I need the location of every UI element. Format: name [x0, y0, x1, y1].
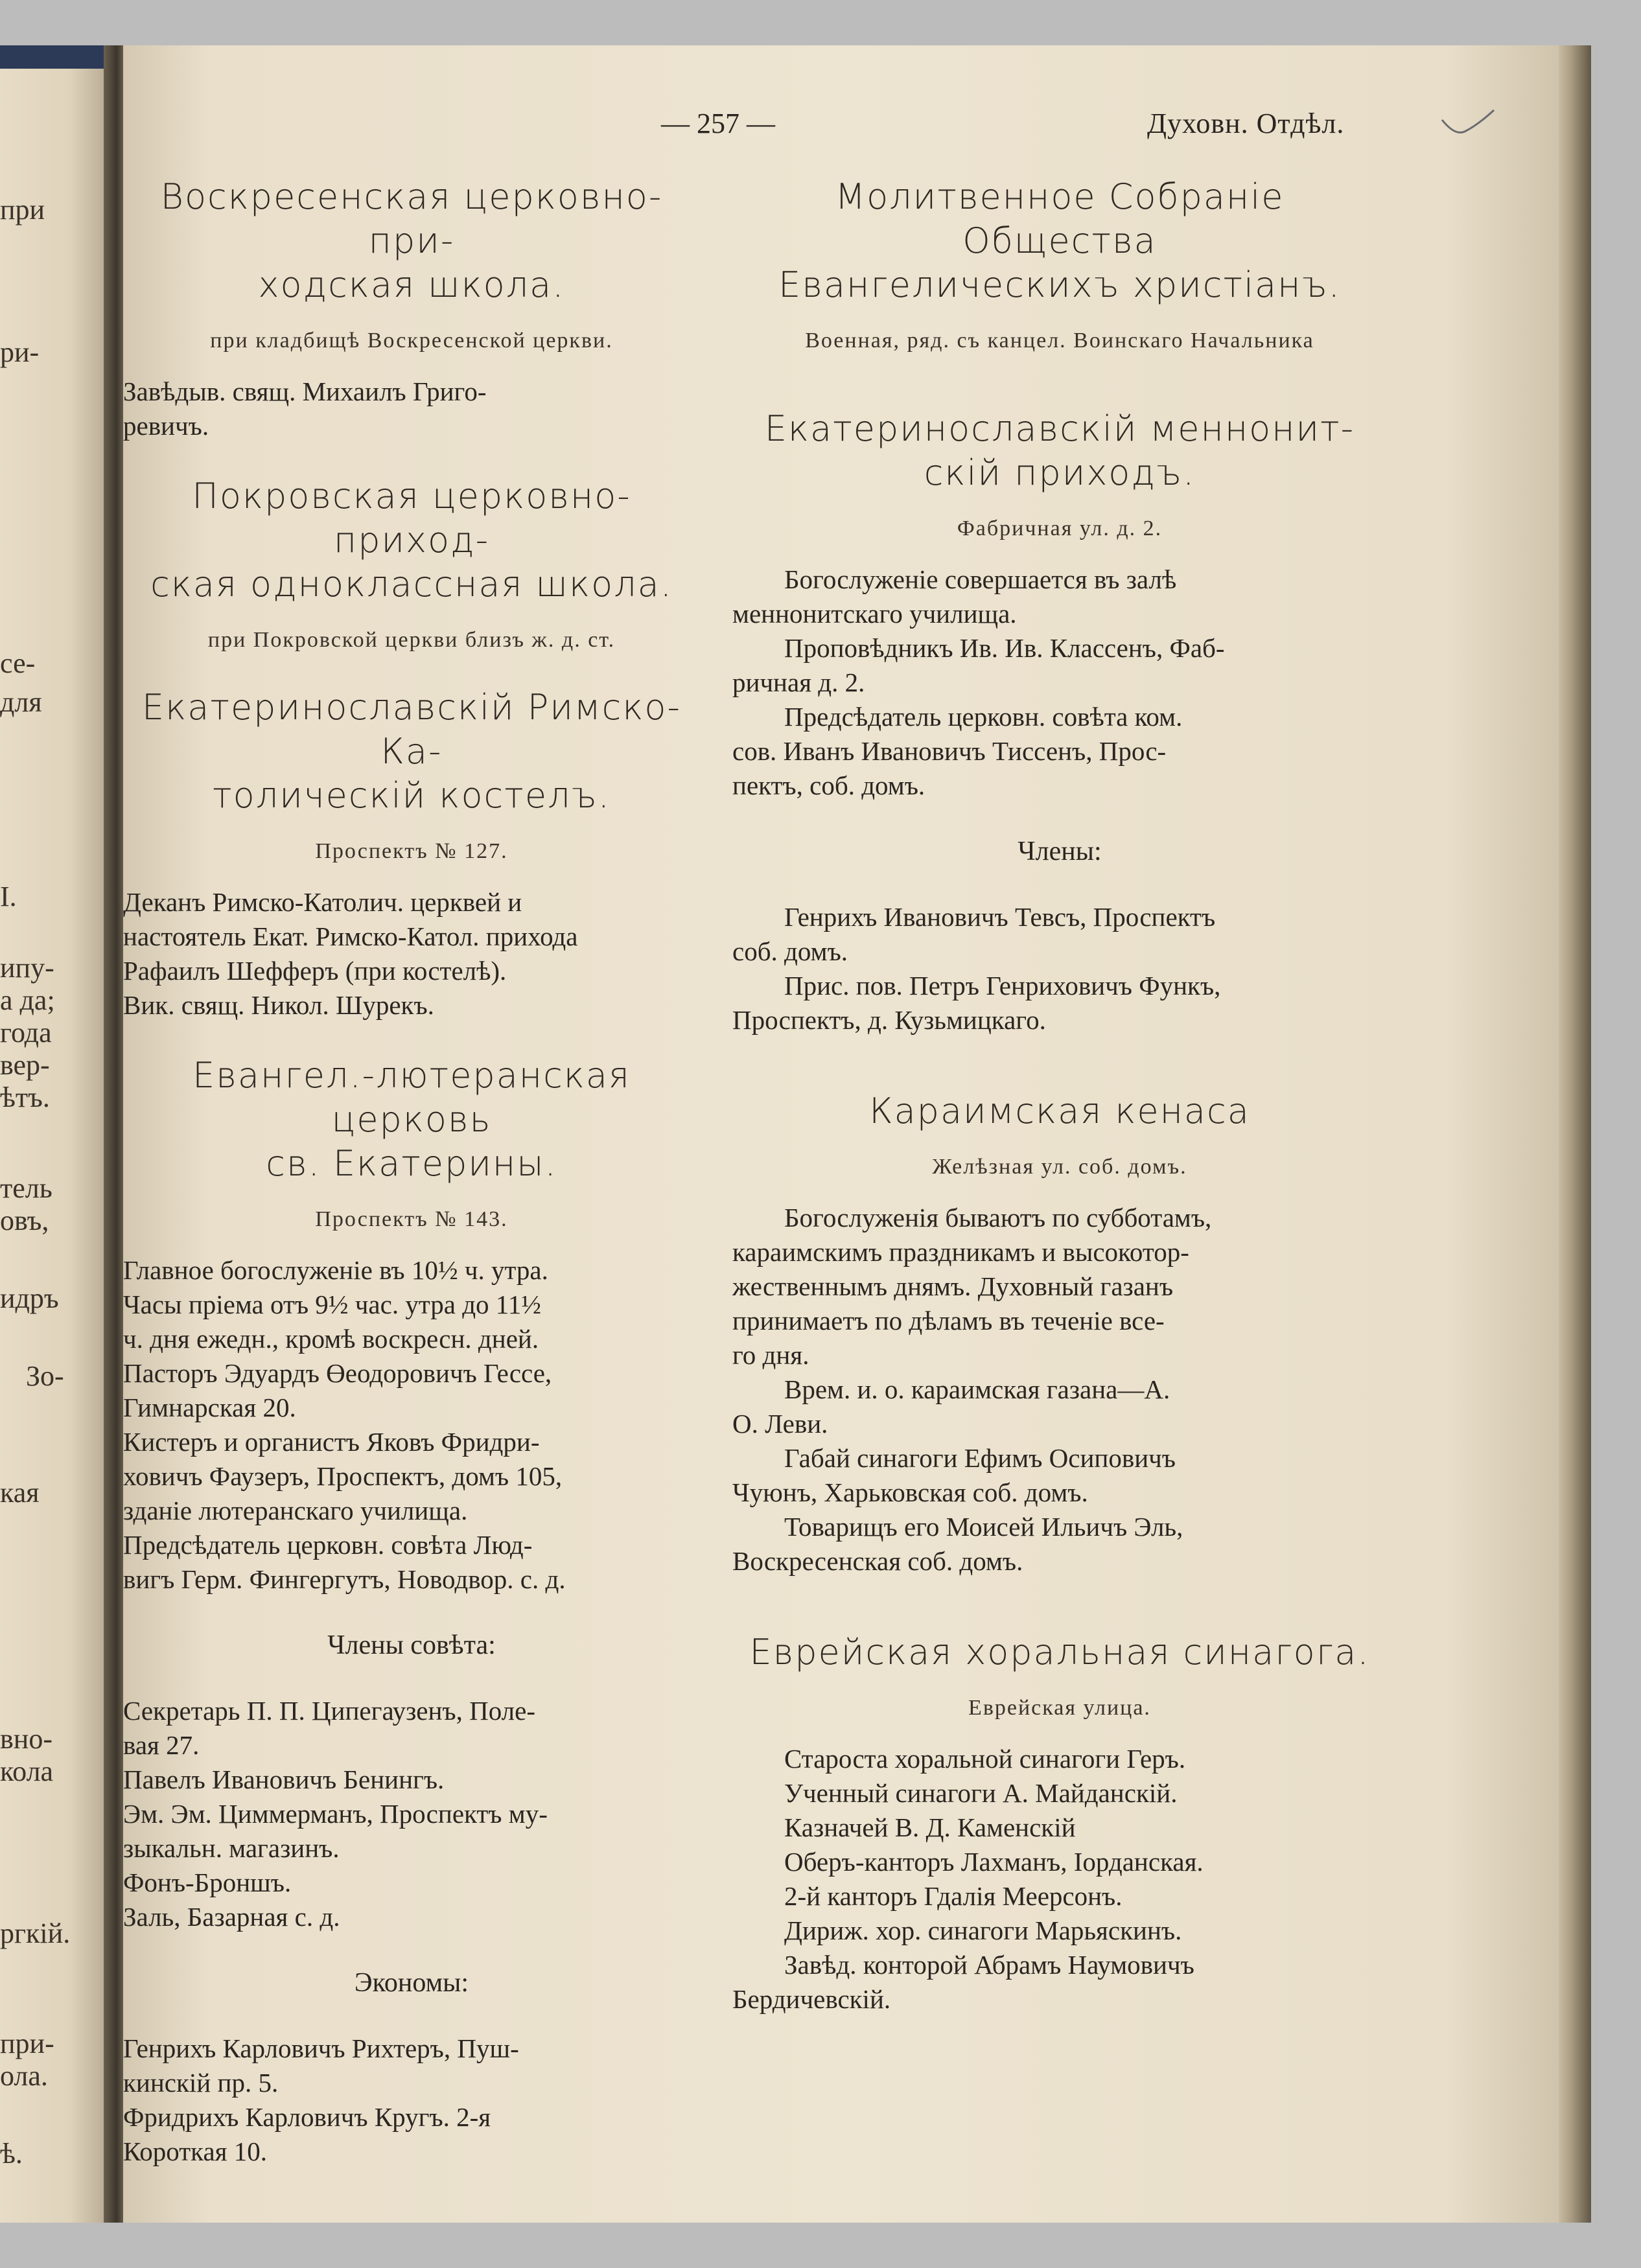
- title-line: Екатеринославскій меннонит-: [764, 408, 1355, 449]
- section-title: [123, 686, 700, 818]
- body-line: Вик. свящ. Никол. Шурекъ.: [123, 990, 434, 1020]
- binding-cloth: [0, 45, 117, 69]
- section-address: Еврейская улица.: [968, 1696, 1151, 1720]
- title-line: Евангел.-лютеранская церковь: [192, 1055, 631, 1140]
- list-line: зыкальн. магазинъ.: [123, 1833, 340, 1863]
- title-line: толическій костелъ.: [213, 775, 611, 816]
- spacer: [123, 818, 700, 837]
- left-page-text-fragment: вер-: [0, 1049, 50, 1081]
- members-heading: Члены:: [1018, 837, 1102, 866]
- body-line: Предсѣдатель церковн. совѣта Люд-: [123, 1530, 533, 1560]
- body-line: Гимнарская 20.: [123, 1393, 296, 1422]
- section-address: Фабричная ул. д. 2.: [957, 516, 1163, 540]
- left-page-text-fragment: идръ: [0, 1282, 59, 1314]
- left-page-text-fragment: кая: [0, 1477, 40, 1509]
- spacer: [123, 355, 700, 375]
- section-address: Военная, ряд. съ канцел. Воинскаго Начальника: [805, 329, 1314, 353]
- list-line: кинскій пр. 5.: [123, 2068, 279, 2098]
- body-line: О. Леви.: [732, 1409, 828, 1439]
- body-line: Пасторъ Эдуардъ Өеодоровичъ Гессе,: [123, 1358, 552, 1388]
- spacer: [123, 2000, 700, 2031]
- spacer: [123, 307, 700, 327]
- spacer: [732, 1181, 1387, 1201]
- title-line: Екатеринославскій Римско-Ка-: [142, 687, 681, 772]
- title-line: скій приходъ.: [924, 452, 1196, 493]
- section-body: [732, 1742, 1387, 2017]
- left-page-text-fragment: при: [0, 194, 45, 226]
- section-address: при кладбищѣ Воскресенской церкви.: [210, 329, 613, 353]
- title-line: Покровская церковно-приход-: [192, 476, 631, 561]
- body-line: Ученный синагоги А. Майданскій.: [784, 1778, 1178, 1808]
- title-line: Караимская кенаса: [869, 1091, 1250, 1131]
- right-column: [732, 175, 1387, 2017]
- spacer: [123, 1597, 700, 1628]
- left-page-text-fragment: года: [0, 1017, 52, 1048]
- section-address: при Покровской церкви близъ ж. д. ст.: [207, 628, 616, 652]
- title-line: Евангелическихъ христіанъ.: [778, 264, 1341, 305]
- title-line: ходская школа.: [258, 264, 565, 305]
- section-title: [123, 474, 700, 607]
- spacer: [123, 1186, 700, 1205]
- section-body: [123, 1253, 700, 1597]
- body-line: Казначей В. Д. Каменскій: [784, 1812, 1076, 1842]
- section-title: [732, 407, 1387, 495]
- body-line: Бердичевскій.: [732, 1984, 891, 2014]
- body-line: пектъ, соб. домъ.: [732, 770, 925, 800]
- left-page-text-fragment: вно-: [0, 1723, 52, 1755]
- title-line: Воскресенская церковно-при-: [160, 176, 663, 261]
- list-line: Проспектъ, д. Кузьмицкаго.: [732, 1005, 1046, 1035]
- spacer: [732, 355, 1387, 407]
- title-line: Еврейская хоральная синагога.: [749, 1632, 1370, 1672]
- body-line: настоятель Екат. Римско-Катол. прихода: [123, 921, 578, 951]
- body-line: зданіе лютеранскаго училища.: [123, 1496, 468, 1525]
- body-line: Товарищъ его Моисей Ильичъ Эль,: [784, 1512, 1183, 1542]
- section-body: [732, 1201, 1387, 1579]
- left-page-text-fragment: ѣ.: [0, 2138, 23, 2170]
- section-title: [732, 1089, 1387, 1133]
- body-line: Староста хоральной синагоги Геръ.: [784, 1744, 1186, 1774]
- spacer: [732, 543, 1387, 562]
- body-line: Рафаилъ Шефферъ (при костелѣ).: [123, 956, 507, 986]
- list-line: Прис. пов. Петръ Генриховичъ Функъ,: [784, 971, 1221, 1001]
- title-line: св. Екатерины.: [266, 1143, 557, 1184]
- section-body: [123, 375, 700, 443]
- spacer: [123, 1234, 700, 1253]
- spacer: [123, 1934, 700, 1965]
- body-line: сов. Иванъ Ивановичъ Тиссенъ, Прос-: [732, 736, 1167, 766]
- entry-list: [123, 1694, 700, 1934]
- title-line: ская одноклассная школа.: [150, 564, 673, 605]
- list-line: Генрихъ Ивановичъ Тевсъ, Проспектъ: [784, 902, 1216, 932]
- body-line: Завѣдыв. свящ. Михаилъ Григо-: [123, 376, 487, 406]
- section-body: [732, 562, 1387, 803]
- entry-list: [123, 2031, 700, 2169]
- left-page-text-fragment: при-: [0, 2028, 54, 2059]
- left-page-text-fragment: а да;: [0, 984, 55, 1016]
- section-address: Желѣзная ул. соб. домъ.: [932, 1155, 1187, 1179]
- body-line: Оберъ-канторъ Лахманъ, Іорданская.: [784, 1847, 1204, 1877]
- left-page-text-fragment: ри-: [0, 336, 40, 368]
- members-heading: Члены совѣта:: [327, 1630, 496, 1660]
- spacer: [123, 866, 700, 885]
- page-stack-edge: [1559, 45, 1591, 2223]
- spacer: [732, 1674, 1387, 1694]
- spacer: [732, 1037, 1387, 1089]
- body-line: Главное богослуженіе въ 10½ ч. утра.: [123, 1255, 548, 1285]
- spacer: [732, 803, 1387, 834]
- list-line: соб. домъ.: [732, 936, 848, 966]
- spacer: [732, 307, 1387, 327]
- body-line: ч. дня ежедн., кромѣ воскресн. дней.: [123, 1324, 539, 1354]
- section-address: Проспектъ № 127.: [315, 839, 508, 863]
- body-line: Завѣд. конторой Абрамъ Наумовичъ: [784, 1950, 1194, 1980]
- body-line: Предсѣдатель церковн. совѣта ком.: [784, 702, 1183, 732]
- list-line: Фонъ-Броншъ.: [123, 1868, 292, 1897]
- left-page-text-fragment: ргкій.: [0, 1917, 71, 1949]
- body-line: Воскресенская соб. домъ.: [732, 1546, 1023, 1576]
- spacer: [732, 1722, 1387, 1742]
- section-title: [732, 175, 1387, 307]
- body-line: ричная д. 2.: [732, 667, 865, 697]
- body-line: вигъ Герм. Фингергутъ, Новодвор. с. д.: [123, 1564, 566, 1594]
- spacer: [123, 654, 700, 686]
- body-line: 2-й канторъ Гдалія Меерсонъ.: [784, 1881, 1123, 1911]
- list-line: Фридрихъ Карловичъ Кругъ. 2-я: [123, 2102, 491, 2132]
- left-page-text-fragment: I.: [0, 881, 17, 912]
- spacer: [123, 443, 700, 474]
- list-line: Эм. Эм. Циммерманъ, Проспектъ му-: [123, 1799, 548, 1829]
- left-page-text-fragment: ипу-: [0, 952, 54, 984]
- list-line: Секретарь П. П. Ципегаузенъ, Поле-: [123, 1696, 535, 1726]
- spacer: [732, 869, 1387, 900]
- body-line: жественнымъ днямъ. Духовный газанъ: [732, 1271, 1174, 1301]
- body-line: Часы пріема отъ 9½ час. утра до 11½: [123, 1290, 542, 1319]
- running-header: Духовн. Отдѣл.: [1147, 108, 1345, 139]
- list-line: вая 27.: [123, 1730, 200, 1760]
- entry-list: [732, 900, 1387, 1037]
- list-line: Заль, Базарная с. д.: [123, 1902, 340, 1932]
- pencil-check-mark: [1439, 107, 1497, 146]
- section-address: Проспектъ № 143.: [315, 1207, 508, 1231]
- body-line: Кистеръ и органистъ Яковъ Фридри-: [123, 1427, 540, 1457]
- spacer: [732, 1579, 1387, 1630]
- body-line: ховичъ Фаузеръ, Проспектъ, домъ 105,: [123, 1461, 563, 1491]
- title-line: Молитвенное Собраніе Общества: [835, 176, 1285, 261]
- list-line: Короткая 10.: [123, 2136, 268, 2166]
- spacer: [123, 1023, 700, 1054]
- spacer: [123, 607, 700, 626]
- left-page-text-fragment: овъ,: [0, 1205, 49, 1236]
- section-title: [123, 1054, 700, 1186]
- body-line: караимскимъ праздникамъ и высокотор-: [732, 1237, 1189, 1267]
- section-title: [732, 1630, 1387, 1674]
- body-line: ревичъ.: [123, 411, 209, 441]
- body-line: Проповѣдникъ Ив. Ив. Классенъ, Фаб-: [784, 633, 1225, 663]
- body-line: го дня.: [732, 1340, 809, 1370]
- body-line: меннонитскаго училища.: [732, 599, 1017, 629]
- body-line: Габай синагоги Ефимъ Осиповичъ: [784, 1443, 1176, 1473]
- left-page-text-fragment: Зо-: [26, 1360, 64, 1392]
- left-column: [123, 175, 700, 2169]
- economy-heading: Экономы:: [354, 1968, 469, 1998]
- left-page-edge: [0, 45, 117, 2223]
- body-line: Богослуженія бываютъ по субботамъ,: [784, 1203, 1212, 1232]
- body-line: Дириж. хор. синагоги Марьяскинъ.: [784, 1915, 1182, 1945]
- body-line: Деканъ Римско-Католич. церквей и: [123, 887, 522, 917]
- left-page-text-fragment: се-: [0, 647, 36, 679]
- body-line: принимаетъ по дѣламъ въ теченіе все-: [732, 1306, 1165, 1336]
- list-line: Павелъ Ивановичъ Бенингъ.: [123, 1765, 445, 1794]
- spacer: [732, 495, 1387, 515]
- left-page-text-fragment: кола: [0, 1755, 54, 1787]
- left-page-text-fragment: тель: [0, 1172, 52, 1204]
- spacer: [123, 1663, 700, 1694]
- left-page-text-fragment: ѣтъ.: [0, 1082, 50, 1113]
- list-line: Генрихъ Карловичъ Рихтеръ, Пуш-: [123, 2033, 519, 2063]
- spacer: [732, 1133, 1387, 1153]
- left-page-text-fragment: для: [0, 686, 42, 718]
- body-line: Богослуженіе совершается въ залѣ: [784, 564, 1177, 594]
- body-line: Чуюнъ, Харьковская соб. домъ.: [732, 1477, 1088, 1507]
- page-number: — 257 —: [661, 108, 775, 139]
- section-title: [123, 175, 700, 307]
- section-body: [123, 885, 700, 1023]
- body-line: Врем. и. о. караимская газана—А.: [784, 1374, 1170, 1404]
- left-page-text-fragment: ола.: [0, 2060, 48, 2092]
